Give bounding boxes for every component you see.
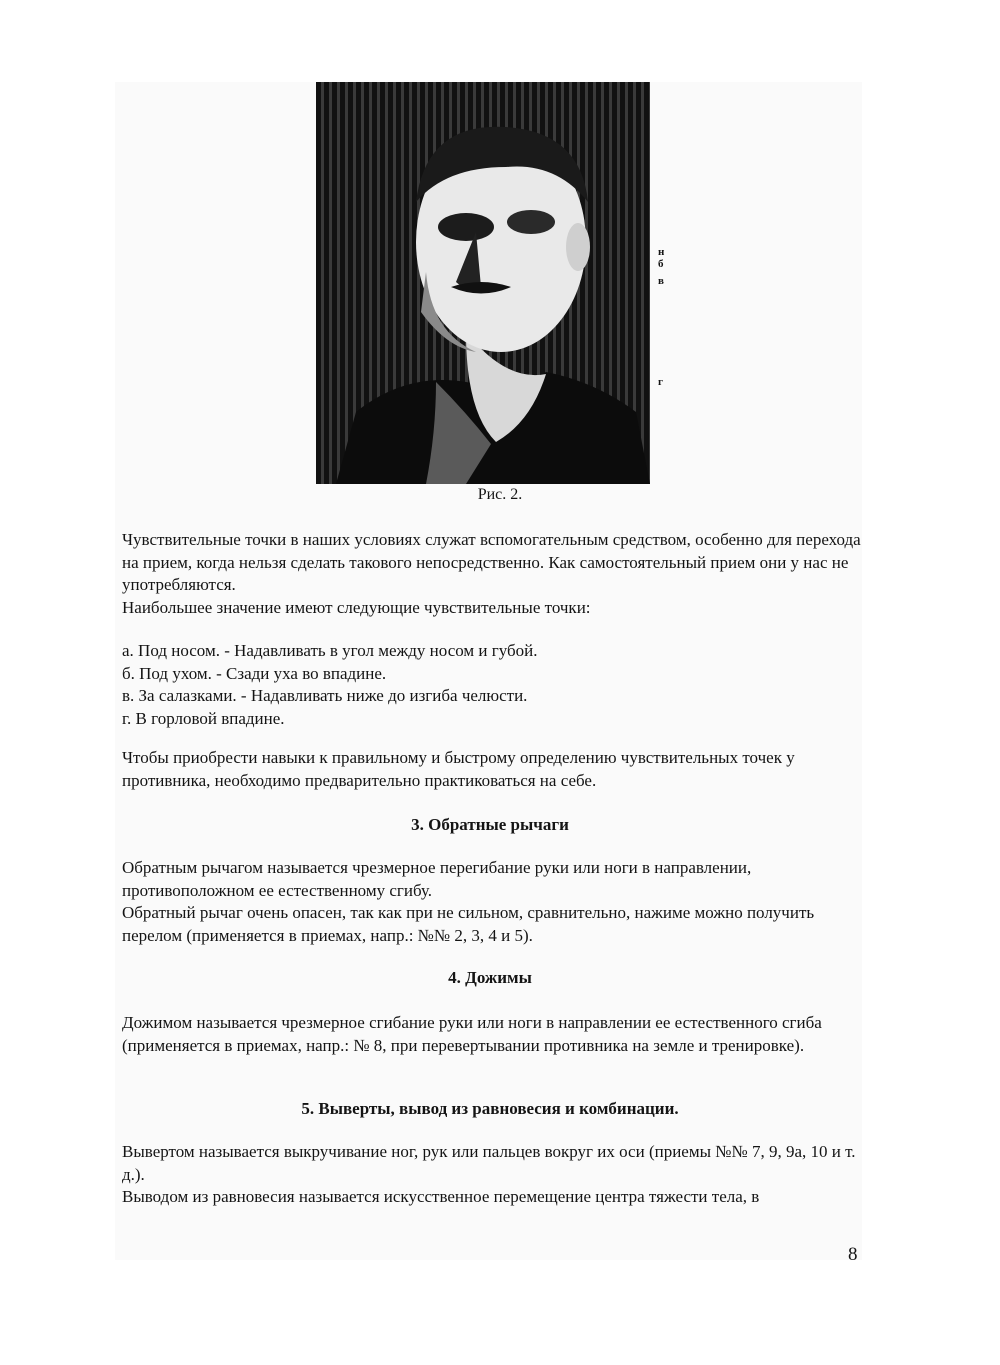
section4-text: [122, 1012, 862, 1057]
list-item: б. Под ухом. - Сзади уха во впадине.: [122, 663, 387, 683]
figure-caption: Рис. 2.: [477, 486, 523, 503]
figure-mark: в: [658, 275, 664, 287]
section-heading: 5. Выверты, вывод из равновесия и комбинации.: [301, 1099, 679, 1118]
list-item: а. Под носом. - Надавливать в угол между носом и губой.: [122, 641, 538, 660]
list-item: в. За салазками. - Надавливать ниже до изгиба челюсти.: [122, 686, 528, 705]
paragraph: Чувствительные точки в наших условиях служат вспомогательным средством, особенно для перехода на прием, когда нельзя сделать такового непосредственно. Как самостоятельный прием они у нас не употребляются.: [122, 530, 861, 594]
section-heading: 3. Обратные рычаги: [411, 815, 569, 834]
intro-text: [122, 529, 862, 619]
portrait-photo-icon: [316, 82, 650, 484]
section5-text: [122, 1141, 862, 1209]
figure-mark: г: [658, 376, 663, 388]
section-heading: 4. Дожимы: [448, 968, 532, 987]
figure-marks: [650, 240, 680, 390]
figure-mark: н: [658, 246, 665, 258]
paragraph: Обратным рычагом называется чрезмерное перегибание руки или ноги в направлении, противоположном ее естественному сгибу.: [122, 858, 752, 900]
paragraph: Вывертом называется выкручивание ног, рук или пальцев вокруг их оси (приемы №№ 7, 9, 9а, 10 и т. д.).: [122, 1142, 856, 1184]
paragraph: Наибольшее значение имеют следующие чувствительные точки:: [122, 597, 591, 617]
paragraph: Чтобы приобрести навыки к правильному и быстрому определению чувствительных точек у противника, необходимо предварительно практиковаться на себе.: [122, 748, 795, 790]
section3-text: [122, 857, 862, 947]
list-item: г. В горловой впадине.: [122, 708, 285, 728]
practice-paragraph: [122, 747, 862, 792]
paragraph: Обратный рычаг очень опасен, так как при не сильном, сравнительно, нажиме можно получить перелом (применяется в приемах, напр.: №№ 2, 3, 4 и 5).: [122, 903, 815, 945]
sensitive-points-list: [122, 640, 862, 730]
paragraph: Выводом из равновесия называется искусственное перемещение центра тяжести тела, в: [122, 1187, 760, 1206]
paragraph: Дожимом называется чрезмерное сгибание руки или ноги в направлении ее естественного сгиба (применяется в приемах, напр.: № 8, при перевертывании противника на земле и тренировке).: [122, 1013, 822, 1055]
page-number: 8: [848, 1244, 858, 1265]
portrait-figure: [316, 82, 650, 484]
figure-mark: б: [658, 258, 664, 270]
